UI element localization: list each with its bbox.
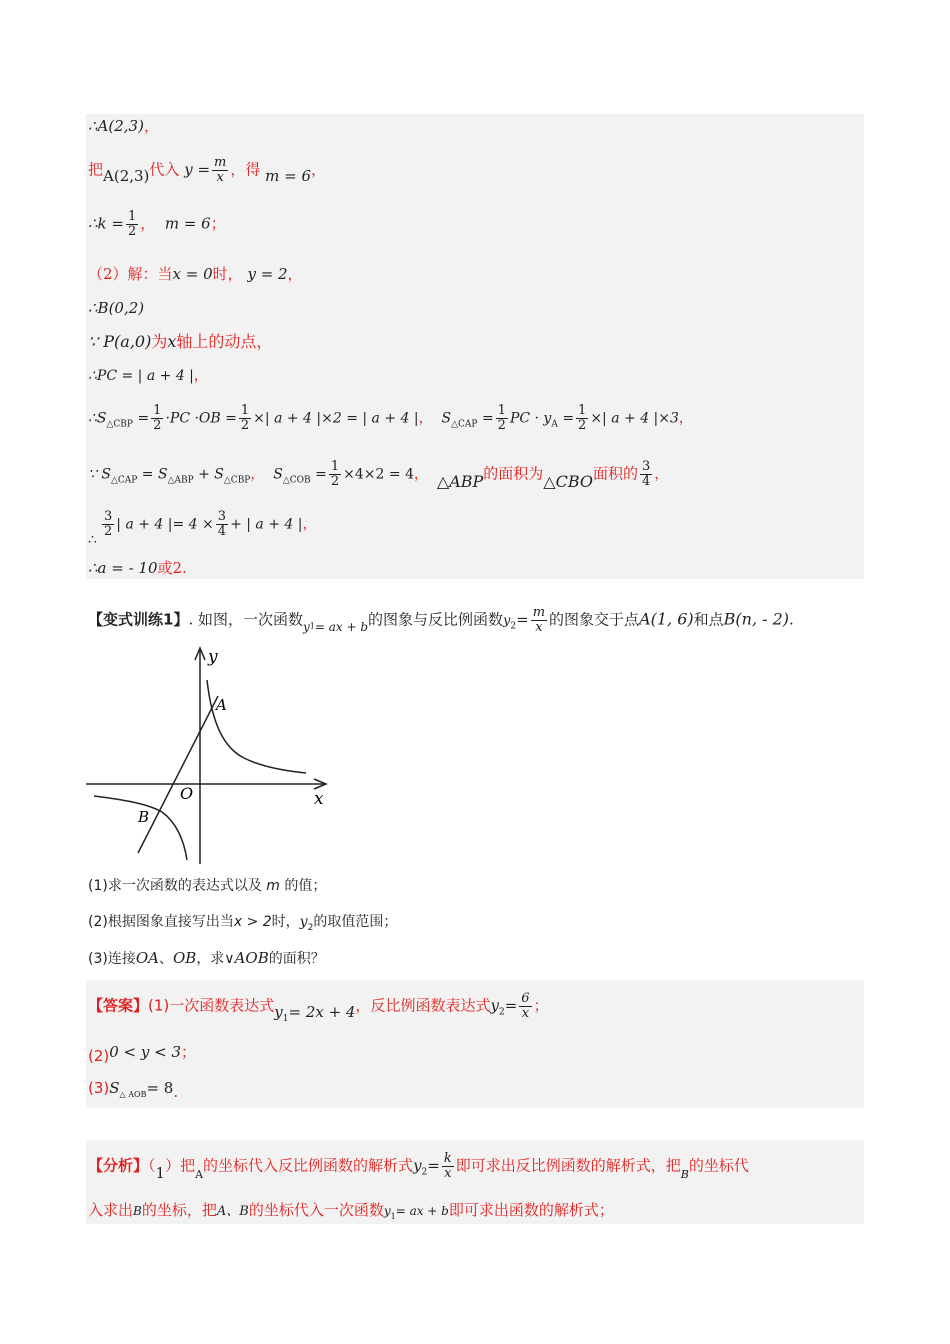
fraction [102, 510, 114, 539]
answer-tag: 【答案】 [88, 996, 149, 1015]
text: 的值； [284, 878, 327, 894]
fraction [442, 1152, 454, 1181]
text: 代入 [149, 160, 180, 179]
text: m = 6 [164, 214, 211, 233]
text: y [383, 1204, 391, 1218]
text: = ax + b [395, 1204, 449, 1218]
subscript: A [551, 419, 558, 430]
text: 0 < y < 3 [109, 1043, 182, 1061]
text: ∵ P(a,0) [88, 332, 152, 351]
solution-line-11 [88, 558, 187, 578]
text: (1)求一次函数的表达式以及 [88, 878, 262, 894]
text: ； [181, 1043, 197, 1061]
fraction [576, 404, 588, 433]
text: (3)连接 [88, 951, 136, 967]
numerator: 3 [217, 509, 227, 524]
numerator: 6 [521, 991, 530, 1006]
denominator: 4 [217, 524, 227, 539]
text: ∴k = [88, 214, 124, 233]
text: 即可求出反比例函数的解析式，把 [455, 1156, 681, 1175]
text: y = 2 [247, 265, 288, 283]
text: = 8 [146, 1079, 174, 1097]
solution-line-1 [88, 116, 159, 136]
text: 轴上的动点， [176, 332, 273, 351]
text: ∴PC = | a + 4 | [88, 368, 194, 384]
numerator: m [214, 155, 227, 170]
numerator: 1 [330, 459, 340, 474]
text: S [109, 1079, 120, 1097]
text: ， [287, 265, 303, 283]
text: 2 [172, 559, 183, 577]
subscript: △ABP [167, 475, 194, 486]
text: 的取值范围； [313, 914, 398, 930]
fraction [126, 210, 138, 239]
numerator: 1 [240, 403, 250, 418]
text: ×4×2 = 4 [343, 466, 414, 483]
text: (3) [88, 1079, 110, 1097]
hyperbola-branch-1 [207, 680, 306, 773]
text: = ax + b [314, 619, 369, 634]
text: ， [140, 214, 156, 233]
text: PC · y [509, 410, 552, 427]
answer-line-2 [88, 1042, 197, 1065]
text: 的坐标代入一次函数 [248, 1201, 384, 1219]
text: y [303, 619, 310, 634]
subscript: △ AOB [119, 1090, 147, 1099]
text: △ABP [436, 471, 484, 491]
text: （2）解：当 [88, 265, 173, 283]
text: = [137, 410, 150, 427]
fraction [216, 510, 228, 539]
numerator: 3 [642, 459, 651, 474]
analysis-line-2 [88, 1200, 614, 1227]
text: y = [184, 160, 211, 179]
point-a-label: A [216, 696, 227, 714]
text: ， [678, 410, 693, 427]
denominator: x [521, 1006, 530, 1021]
subscript: △CBP [106, 419, 133, 430]
text: x [167, 332, 177, 351]
text: y [413, 1156, 422, 1175]
text: ∴S [88, 410, 107, 427]
text: A [195, 1167, 204, 1181]
text: ， [418, 410, 433, 427]
text: ·PC ·OB = [165, 410, 237, 427]
subscript: 1 [282, 1013, 289, 1024]
text: ，得 [230, 160, 261, 179]
solution-line-5 [88, 298, 144, 318]
fraction [329, 460, 341, 489]
text: OA [135, 949, 159, 967]
problem-statement [88, 606, 794, 637]
text: ∴a = - 10 [88, 559, 158, 577]
fraction [496, 404, 508, 433]
solution-line-8 [88, 404, 693, 434]
subscript: 1 [309, 621, 315, 631]
denominator: 2 [240, 418, 250, 433]
text: (2)根据图象直接写出当 [88, 914, 234, 930]
text: 1 [155, 1163, 166, 1182]
text: ，反比例函数表达式 [355, 996, 491, 1015]
denominator: 2 [330, 474, 340, 489]
text: 的图象与反比例函数 [368, 610, 504, 629]
text: 、 [158, 951, 173, 967]
subscript: 2 [307, 922, 314, 933]
text: 把 [88, 160, 104, 179]
text: 的图象交于点 [549, 610, 640, 629]
text: B [680, 1167, 689, 1181]
solution-line-6 [88, 332, 272, 352]
solution-line-9 [88, 460, 668, 490]
text: = 2x + 4 [288, 1002, 356, 1021]
text: 时， [212, 265, 243, 283]
text: . 如图，一次函数 [188, 610, 303, 629]
text: . [789, 610, 794, 629]
denominator: 2 [104, 524, 113, 539]
numerator: 1 [578, 403, 587, 418]
text: + | a + 4 | [230, 516, 303, 533]
denominator: x [535, 620, 543, 635]
text: 或 [157, 559, 173, 577]
text: m [266, 878, 280, 894]
text: ∵ S [88, 466, 111, 483]
text: OB [172, 949, 197, 967]
text: ； [210, 214, 226, 233]
text: ，求∨ [196, 951, 235, 967]
denominator: 2 [497, 418, 506, 433]
problem-tag: 【变式训练1】 [88, 610, 189, 629]
text: m = 6 [265, 166, 312, 185]
numerator: 1 [153, 403, 162, 418]
text: ； [533, 996, 549, 1015]
analysis-tag: 【分析】 [88, 1156, 149, 1175]
text: . [173, 1083, 179, 1101]
subscript: 2 [421, 1167, 428, 1178]
subscript: 2 [498, 1007, 505, 1018]
text: ， [302, 516, 317, 533]
text: 的面积为 [483, 464, 544, 483]
text: ， [311, 160, 327, 179]
text: = [315, 466, 327, 483]
fraction [640, 460, 652, 489]
subscript: △CAP [110, 475, 138, 486]
text: S [273, 466, 283, 483]
text: = [516, 610, 529, 629]
text: y [490, 996, 499, 1015]
text: x > 2 [233, 914, 272, 930]
text: | a + 4 |= 4 × [116, 516, 214, 533]
answer-line-3 [88, 1078, 178, 1105]
fraction [151, 404, 163, 433]
question-1 [88, 876, 326, 896]
text: 面积的 [593, 464, 639, 483]
text: x = 0 [172, 265, 213, 283]
text: + S [198, 466, 224, 483]
text: 的面积？ [268, 951, 325, 967]
text: = S [141, 466, 168, 483]
answer-line-1 [88, 992, 549, 1023]
text: B(n, - 2) [723, 609, 790, 629]
text: ∴A(2,3) [88, 117, 144, 135]
text: S [441, 410, 452, 427]
solution-line-3 [88, 210, 226, 239]
text: ， [193, 368, 208, 384]
text: 和点 [693, 610, 724, 629]
text: . [182, 559, 187, 577]
numerator: 1 [497, 403, 506, 418]
text: = [504, 996, 518, 1015]
text: ， [654, 466, 669, 483]
text: (1)一次函数表达式 [148, 996, 275, 1015]
text: 为 [151, 332, 168, 351]
text: ∴ [88, 532, 97, 548]
hyperbola-branch-2 [94, 796, 187, 860]
text: (2) [88, 1047, 110, 1065]
numerator: k [443, 1151, 452, 1166]
solution-line-4 [88, 264, 303, 284]
text: ×| a + 4 |×3 [590, 410, 679, 427]
text: y [299, 914, 308, 930]
denominator: 4 [642, 474, 651, 489]
text: 入求出 [88, 1201, 134, 1219]
question-3 [88, 948, 325, 969]
y-axis-label: y [208, 647, 218, 667]
numerator: m [532, 605, 546, 620]
origin-label: O [180, 784, 194, 803]
denominator: 2 [578, 418, 587, 433]
text: 即可求出函数的解析式； [448, 1201, 614, 1219]
solution-line-2 [88, 156, 326, 185]
function-graph [86, 644, 336, 866]
text: ， [413, 466, 428, 483]
denominator: 2 [127, 224, 137, 239]
text: y [274, 1002, 283, 1021]
analysis-line-1 [88, 1152, 749, 1183]
point-b-label: B [138, 808, 150, 826]
numerator: 3 [104, 509, 113, 524]
subscript: 1 [390, 1212, 396, 1221]
text: （ [148, 1156, 156, 1175]
text: 的坐标代入反比例函数的解析式 [203, 1156, 414, 1175]
text: ， [250, 466, 265, 483]
fraction [531, 606, 547, 635]
text: y [503, 613, 511, 629]
x-axis-label: x [314, 789, 324, 809]
subscript: △COB [282, 475, 311, 486]
text: A、B [216, 1204, 249, 1219]
denominator: x [444, 1166, 452, 1181]
subscript: △CAP [451, 419, 478, 430]
numerator: 1 [127, 209, 137, 224]
fraction [239, 404, 251, 433]
text: A(1, 6) [639, 609, 694, 629]
text: ×| a + 4 |×2 = | a + 4 | [253, 410, 419, 427]
fraction [212, 156, 228, 185]
text: 时， [271, 914, 300, 930]
solution-line-7 [88, 366, 208, 386]
solution-line-10 [88, 509, 317, 548]
subscript: 2 [510, 621, 517, 632]
fraction [519, 992, 531, 1021]
text: = [481, 410, 494, 427]
text: B [133, 1204, 142, 1218]
text: ）把 [165, 1156, 196, 1175]
text: ， [143, 117, 159, 135]
denominator: 2 [153, 418, 162, 433]
text: A(2,3) [103, 166, 150, 185]
text: 的坐标代 [688, 1156, 749, 1175]
text: △CBO [543, 471, 594, 491]
text: AOB [234, 949, 269, 967]
question-2 [88, 912, 397, 938]
text: 的坐标，把 [141, 1201, 217, 1219]
text: ∴B(0,2) [88, 299, 145, 317]
text: = [562, 410, 575, 427]
denominator: x [216, 170, 224, 185]
text: = [427, 1156, 440, 1175]
subscript: △CBP [223, 475, 251, 486]
